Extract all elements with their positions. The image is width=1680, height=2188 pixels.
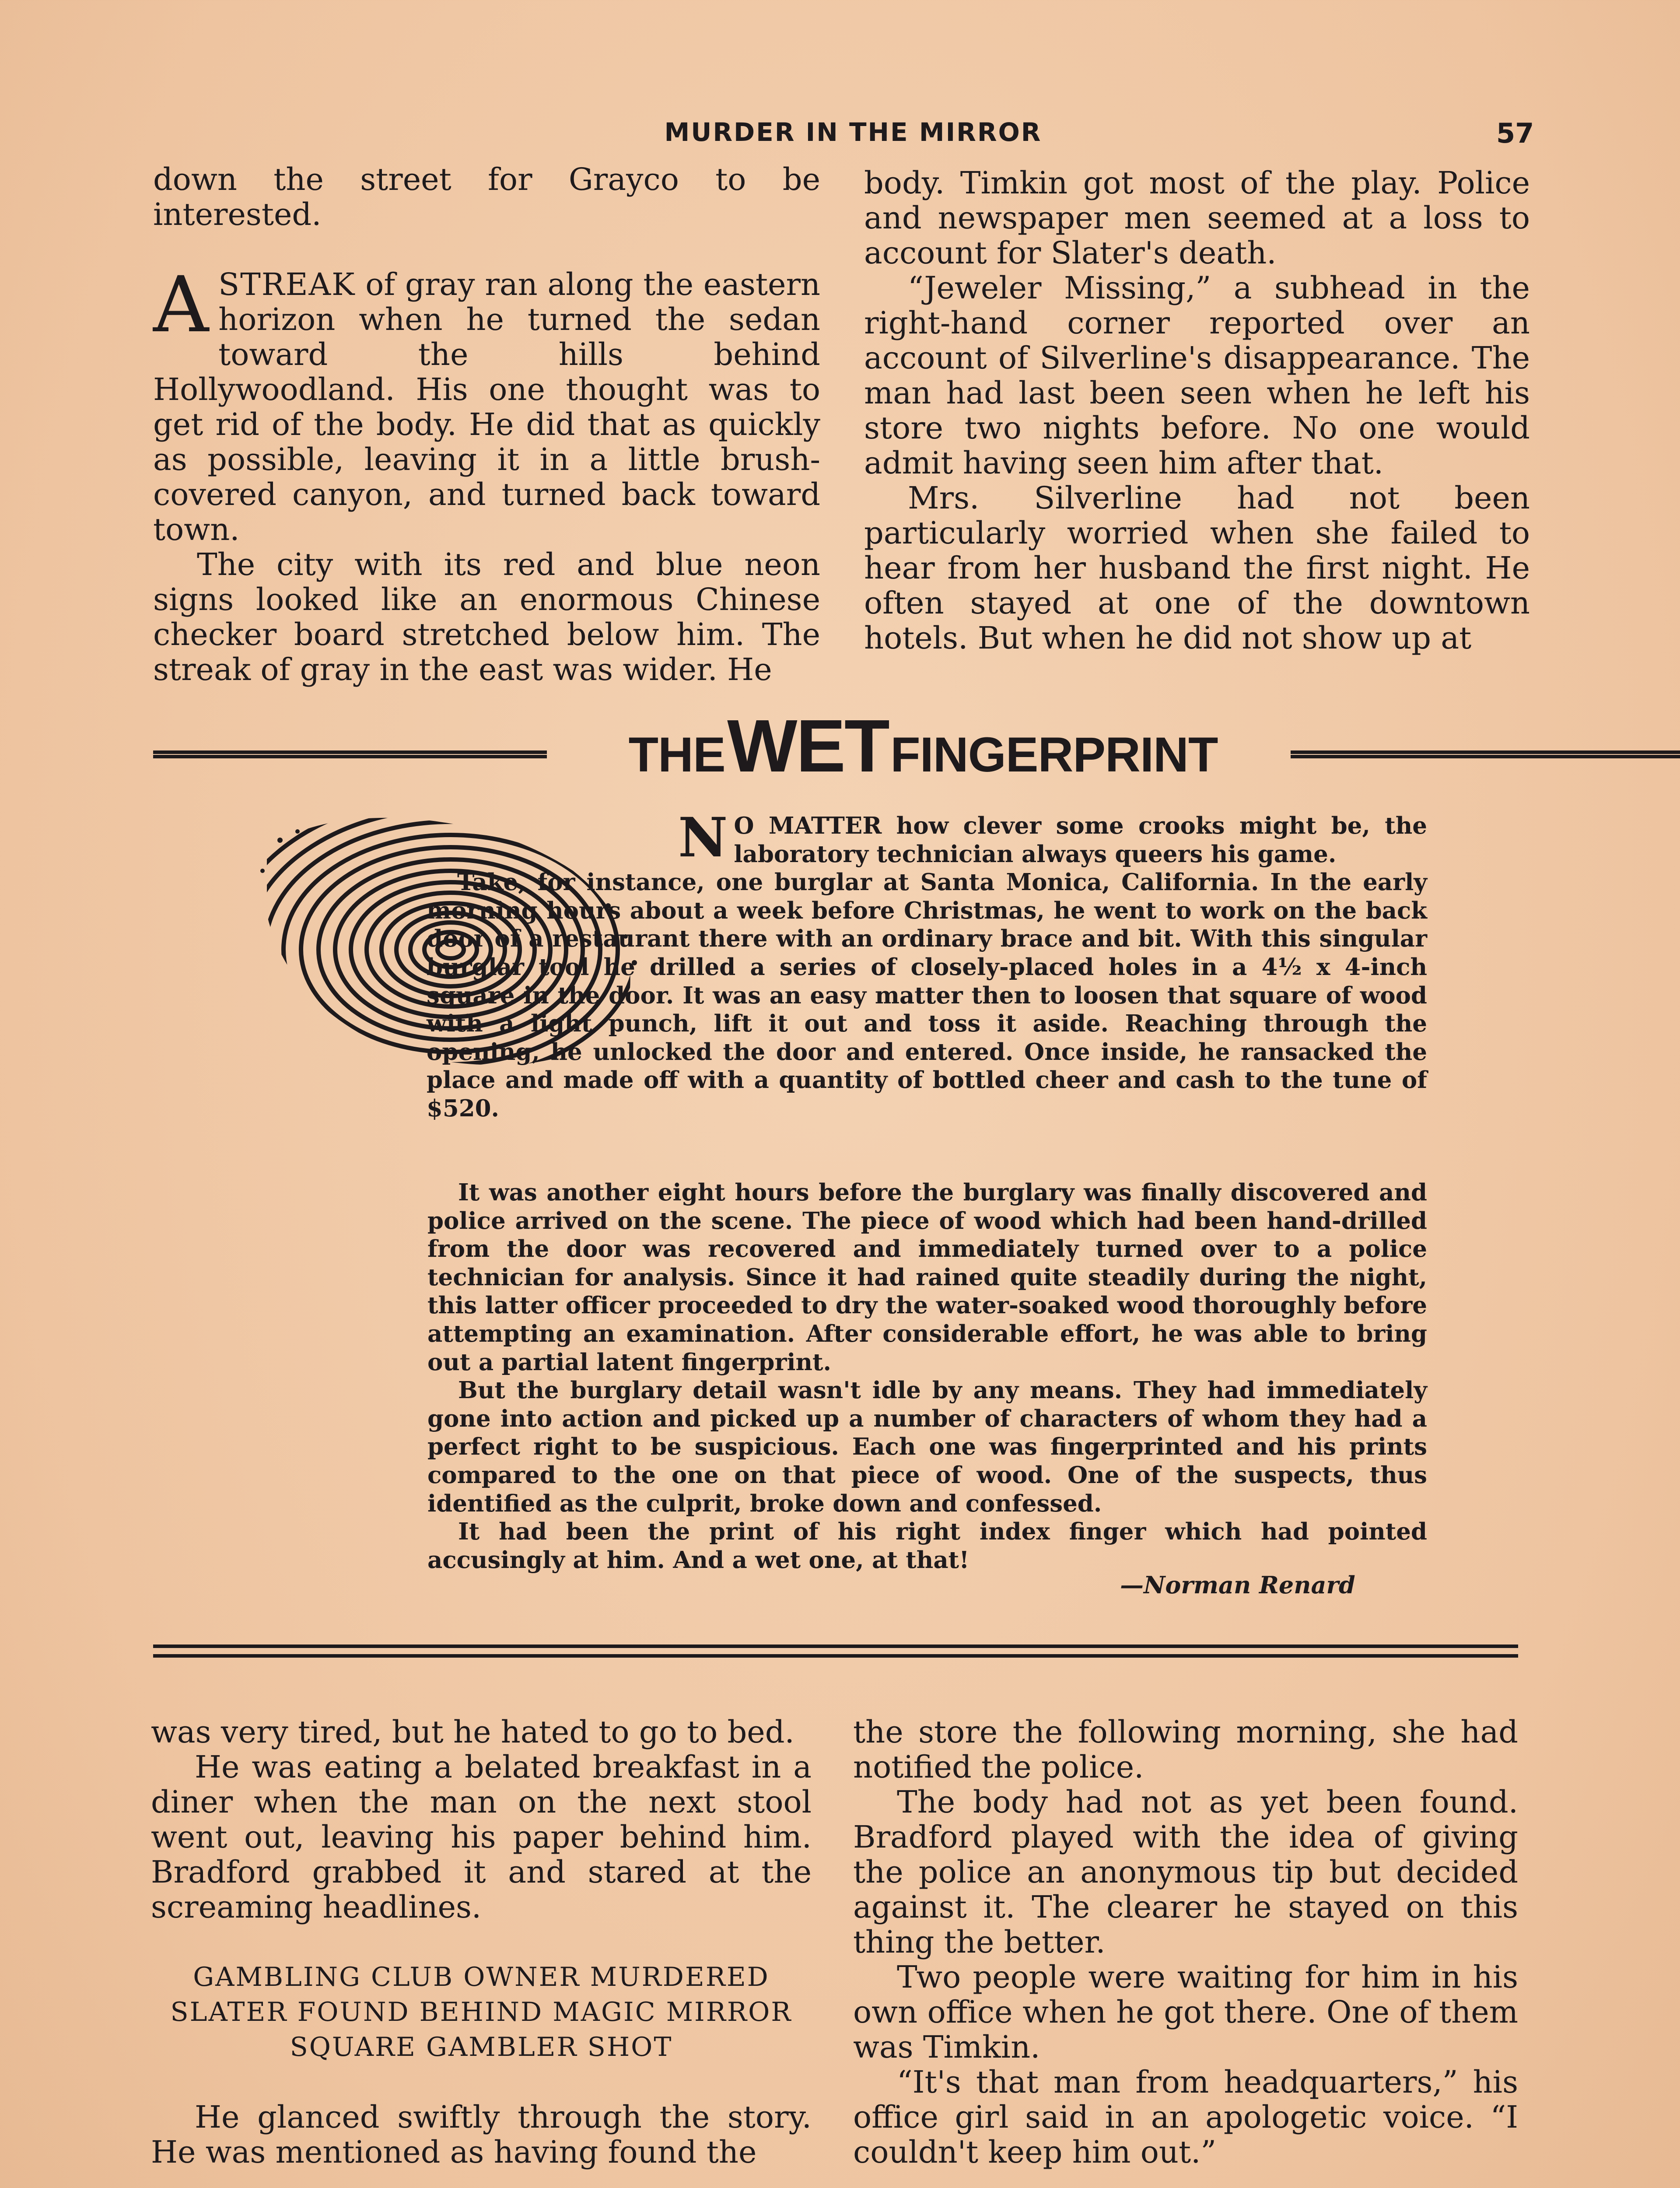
inset-paragraph: It had been the print of his right index finger which had pointed accusingly at him. And a wet one, at that! xyxy=(427,1518,1427,1574)
inset-paragraph: Take, for instance, one burglar at Santa Monica, California. In the early morning hours about a week before Christmas, he went to work on the back door of a restaurant there with an ordinary brace and bit. With this singular burglar tool he drilled a series of closely-placed holes in a 4½ x 4-inch square in the door. It was an easy matter then to loosen that square of wood with a light punch, lift it out and toss it aside. Reaching through the opening, he unlocked the door and entered. Once inside, he ransacked the place and made off with a quantity of bottled cheer and cash to the tune of $520. xyxy=(427,869,1427,1122)
title-word: THE xyxy=(628,727,725,782)
inset-lead-text: O MATTER how clever some crooks might be, the laboratory technician always queers his game. xyxy=(734,812,1427,868)
paragraph: He was eating a belated breakfast in a diner when the man on the next stool went out, leaving his paper behind him. Bradford grabbed it and stared at the screaming headlines. xyxy=(151,1749,812,1925)
paragraph: was very tired, but he hated to go to bed. xyxy=(151,1714,794,1750)
paragraph: “It's that man from headquarters,” his office girl said in an apologetic voice. “I couldn't keep him out.” xyxy=(853,2064,1518,2170)
inset-title xyxy=(573,705,1273,788)
inset-body-lower xyxy=(427,1178,1427,1574)
bottom-left-column xyxy=(151,1715,812,2170)
title-word: FINGERPRINT xyxy=(890,727,1218,782)
paragraph: Two people were waiting for him in his own office when he got there. One of them was Timkin. xyxy=(853,1959,1518,2065)
inset-paragraph: It was another eight hours before the burglary was finally discovered and police arrived on the scene. The piece of wood which had been hand-drilled from the door was recovered and immediately turned over to a police technician for analysis. Since it had rained quite steadily during the night, this latter officer proceeded to dry the water-soaked wood thoroughly before attempting an examination. After considerable effort, he was able to bring out a partial latent fingerprint. xyxy=(427,1179,1427,1376)
inset-body xyxy=(427,806,1427,1123)
paragraph: Mrs. Silverline had not been particularly worried when she failed to hear from her husband the first night. He often stayed at one of the downtown hotels. But when he did not show up at xyxy=(864,480,1530,656)
paragraph: the store the following morning, she had notified the police. xyxy=(853,1714,1518,1785)
inset-drop-cap: N xyxy=(678,806,728,870)
drop-cap: A xyxy=(153,260,209,350)
inset-bottom-rule xyxy=(153,1645,1518,1658)
paragraph xyxy=(153,260,820,547)
top-right-column xyxy=(864,165,1530,656)
top-left-column xyxy=(153,162,820,687)
lead-in: STREAK xyxy=(218,266,356,302)
paragraph: body. Timkin got most of the play. Police and newspaper men seemed at a loss to account for Slater's death. xyxy=(864,165,1530,271)
byline: —Norman Renard xyxy=(1120,1571,1355,1599)
newspaper-headlines xyxy=(151,1960,812,2065)
page-number: 57 xyxy=(1496,117,1534,149)
inset-paragraph: But the burglary detail wasn't idle by any means. They had immediately gone into action and picked up a number of characters of whom they had a perfect right to be suspicious. Each one was fingerprinted and his prints compared to the one on that piece of wood. One of the suspects, thus identified as the culprit, broke down and confessed. xyxy=(427,1377,1427,1517)
bottom-right-column xyxy=(853,1715,1518,2170)
paragraph: “Jeweler Missing,” a subhead in the right-hand corner reported over an account of Silverline's disappearance. The man had last been seen when he left his store two nights before. No one would admit having seen him after that. xyxy=(864,270,1530,481)
running-title: MURDER IN THE MIRROR xyxy=(664,117,1042,147)
paragraph: The body had not as yet been found. Bradford played with the idea of giving the police an anonymous tip but decided against it. The clearer he stayed on this thing the better. xyxy=(853,1784,1518,1960)
title-rule-left xyxy=(153,750,547,758)
inset-lead-paragraph xyxy=(678,806,1427,870)
headline: SLATER FOUND BEHIND MAGIC MIRROR xyxy=(170,1997,792,2027)
inset-title-row xyxy=(153,705,1527,788)
paragraph: The city with its red and blue neon signs looked like an enormous Chinese checker board stretched below him. The streak of gray in the east was wider. He xyxy=(153,547,820,687)
headline: SQUARE GAMBLER SHOT xyxy=(290,2032,673,2062)
paragraph-text: of gray ran along the eastern horizon when he turned the sedan toward the hills behind Hollywoodland. His one thought was to get rid of the body. He did that as quickly as possible, leaving it in a little brush-covered canyon, and turned back toward town. xyxy=(153,266,820,547)
paragraph: down the street for Grayco to be interested. xyxy=(153,161,820,232)
title-word-emphasis: WET xyxy=(727,705,889,788)
title-rule-right xyxy=(1291,750,1680,758)
headline: GAMBLING CLUB OWNER MURDERED xyxy=(193,1962,770,1992)
paragraph: He glanced swiftly through the story. He was mentioned as having found the xyxy=(151,2099,812,2170)
